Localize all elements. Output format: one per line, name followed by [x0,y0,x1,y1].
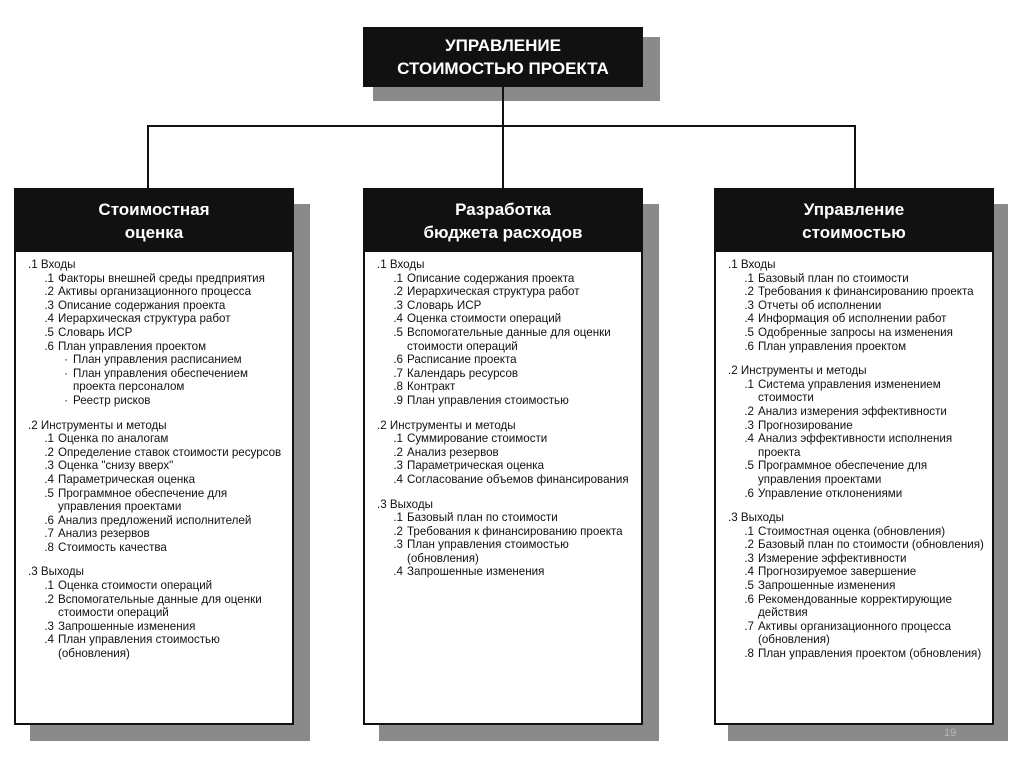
list-item [728,299,988,313]
list-item [377,459,637,473]
item-text: План управления стоимостью [407,393,569,407]
list-item [377,353,637,367]
group-title: .1 Входы [728,258,776,271]
list-item [728,487,988,501]
item-text: Вспомогательные данные для оценки стоимости операций [58,592,262,620]
item-number: .4 [393,312,403,326]
item-text: Оценка "снизу вверх" [58,459,174,473]
item-number: .3 [393,298,403,312]
item-text: Отчеты об исполнении [758,298,882,312]
item-text: Активы организационного процесса (обновления) [758,619,952,647]
list-item [377,511,637,525]
item-text: Анализ резервов [58,527,150,541]
item-text: Прогнозируемое завершение [758,565,917,579]
item-text: Анализ эффективности исполнения проекта [758,432,953,459]
item-number: .4 [744,312,754,326]
group-title: .2 Инструменты и методы [728,364,867,378]
item-text: Иерархическая структура работ [58,312,231,326]
item-number: .1 [44,432,54,446]
item-number: .9 [393,393,403,407]
column-heading-line: оценка [124,223,184,242]
list-item [28,459,288,473]
item-number: .6 [393,353,403,367]
item-number: .2 [744,285,754,299]
list-item [728,579,988,593]
item-text: Оценка по аналогам [58,432,169,446]
item-text: Вспомогательные данные для оценки стоимости операций [407,325,611,353]
sub-item [28,353,288,367]
item-number: .4 [44,312,54,326]
item-number: .7 [393,366,403,380]
list-item [28,432,288,446]
list-item [28,514,288,528]
item-number: .7 [744,619,754,633]
column-cost-estimating [14,188,294,725]
item-text: План управления стоимостью (обновления) [407,538,569,565]
item-text: Активы организационного процесса [58,285,252,299]
list-item [728,272,988,286]
list-item [28,272,288,286]
list-item [28,541,288,555]
column-heading-line: стоимостью [802,223,906,242]
list-item [728,432,988,459]
item-text: Требования к финансированию проекта [758,285,974,299]
list-item [728,620,988,647]
list-item [377,525,637,539]
item-number: .8 [744,647,754,661]
item-text: Программное обеспечение для управления проектами [58,486,228,514]
item-number: .6 [744,592,754,606]
item-number: .3 [744,298,754,312]
item-text: Базовый план по стоимости [758,271,909,285]
item-text: Базовый план по стоимости (обновления) [758,538,984,552]
item-text: Информация об исполнении работ [758,312,947,326]
group-title: .2 Инструменты и методы [377,418,516,432]
diagram-title [363,27,643,87]
item-text: Суммирование стоимости [407,432,548,446]
group-title: .3 Выходы [28,565,84,579]
item-text: Факторы внешней среды предприятия [58,271,265,285]
item-text: Измерение эффективности [758,551,907,565]
list-item [728,525,988,539]
item-number: .1 [393,271,403,285]
list-item [377,285,637,299]
item-text: Рекомендованные корректирующие действия [758,592,952,620]
process-group [728,511,988,661]
item-text: Параметрическая оценка [58,472,196,486]
list-item [28,593,288,620]
list-item [728,340,988,354]
list-item [28,446,288,460]
item-text: Оценка стоимости операций [407,312,562,326]
item-number: .5 [744,579,754,593]
column-body [365,252,641,579]
item-text: Прогнозирование [758,418,853,432]
column-cost-budgeting [363,188,643,725]
item-number: .2 [744,404,754,418]
group-title: .1 Входы [28,258,76,271]
item-number: .2 [744,538,754,552]
item-number: .3 [393,459,403,473]
list-item [28,487,288,514]
item-text: Расписание проекта [407,353,517,367]
item-text: Анализ резервов [407,445,499,459]
connector-center [502,125,504,188]
title-line-2: СТОИМОСТЬЮ ПРОЕКТА [397,59,609,78]
item-number: .4 [393,472,403,486]
column-heading-line: Управление [803,200,905,219]
item-text: План управления проектом [758,339,907,353]
sub-item [28,367,288,394]
list-item [28,620,288,634]
item-number: .4 [744,565,754,579]
item-text: Запрошенные изменения [407,565,545,579]
list-item [728,419,988,433]
list-item [28,340,288,354]
item-text: Описание содержания проекта [407,271,575,285]
item-text: Оценка стоимости операций [58,579,213,593]
process-group [377,419,637,487]
process-group [728,364,988,500]
column-heading [716,190,992,252]
item-number: .2 [44,592,54,606]
list-item [728,647,988,661]
item-number: .8 [393,380,403,394]
item-number: .4 [393,565,403,579]
sub-item-text: Реестр рисков [73,393,151,407]
list-item [728,538,988,552]
item-number: .4 [44,633,54,647]
item-number: .1 [393,432,403,446]
list-item [377,446,637,460]
item-number: .1 [44,271,54,285]
column-heading-line: Разработка [455,200,551,219]
process-group [28,565,288,660]
bullet-icon: · [64,366,68,380]
item-number: .1 [44,579,54,593]
list-item [377,312,637,326]
list-item [377,380,637,394]
item-text: Стоимость качества [58,540,167,554]
list-item [728,326,988,340]
sub-item-text: План управления обеспечением проекта персоналом [73,366,248,394]
item-text: Одобренные запросы на изменения [758,325,953,339]
item-number: .3 [393,538,403,552]
list-item [728,378,988,405]
list-item [377,538,637,565]
item-number: .8 [44,540,54,554]
item-number: .5 [44,486,54,500]
list-item [28,527,288,541]
list-item [728,285,988,299]
item-number: .6 [744,486,754,500]
item-number: .2 [393,445,403,459]
item-number: .3 [44,459,54,473]
item-text: Программное обеспечение для управления проектами [758,459,928,486]
item-text: Словарь ИСР [407,298,482,312]
page-number: 19 [944,727,957,739]
item-number: .1 [393,511,403,525]
item-number: .5 [393,325,403,339]
connector-vertical-top [502,87,504,127]
list-item [28,473,288,487]
sub-item-text: План управления расписанием [73,353,242,367]
column-cost-control [714,188,994,725]
item-text: Определение ставок стоимости ресурсов [58,445,282,459]
process-group [377,258,637,408]
item-text: Анализ измерения эффективности [758,404,947,418]
column-heading [16,190,292,252]
item-number: .4 [744,432,754,446]
column-body [716,252,992,661]
bullet-icon: · [64,353,68,367]
column-body [16,252,292,661]
list-item [377,272,637,286]
item-number: .1 [744,271,754,285]
item-text: Запрошенные изменения [758,579,896,593]
bullet-icon: · [64,393,68,407]
group-title: .3 Выходы [728,511,784,525]
item-text: Контракт [407,380,456,394]
item-text: Базовый план по стоимости [407,511,558,525]
item-text: Календарь ресурсов [407,366,519,380]
item-number: .2 [393,285,403,299]
list-item [28,326,288,340]
list-item [377,299,637,313]
list-item [728,593,988,620]
item-number: .1 [744,377,754,391]
list-item [728,405,988,419]
item-number: .1 [744,524,754,538]
process-group [728,258,988,353]
item-number: .6 [44,339,54,353]
column-heading-line: бюджета расходов [423,223,583,242]
item-number: .3 [744,418,754,432]
item-number: .3 [44,619,54,633]
item-number: .2 [393,524,403,538]
item-text: Требования к финансированию проекта [407,524,623,538]
item-number: .5 [744,325,754,339]
item-number: .7 [44,527,54,541]
process-group [28,258,288,408]
sub-item [28,394,288,408]
item-text: Иерархическая структура работ [407,285,580,299]
list-item [28,633,288,660]
title-line-1: УПРАВЛЕНИЕ [445,36,561,55]
list-item [377,326,637,353]
list-item [377,473,637,487]
item-text: Описание содержания проекта [58,298,226,312]
list-item [377,367,637,381]
item-number: .4 [44,472,54,486]
item-number: .6 [744,339,754,353]
item-text: Анализ предложений исполнителей [58,513,252,527]
list-item [28,299,288,313]
list-item [377,394,637,408]
list-item [728,312,988,326]
item-number: .3 [744,551,754,565]
item-text: Стоимостная оценка (обновления) [758,524,946,538]
item-text: Система управления изменением стоимости [758,377,941,405]
connector-right [854,125,856,188]
process-group [28,419,288,555]
item-text: План управления стоимостью (обновления) [58,633,220,661]
list-item [728,565,988,579]
item-text: Согласование объемов финансирования [407,472,629,486]
item-number: .2 [44,285,54,299]
list-item [28,285,288,299]
group-title: .1 Входы [377,258,425,271]
item-number: .3 [44,298,54,312]
process-group [377,498,637,580]
group-title: .2 Инструменты и методы [28,418,167,432]
list-item [728,459,988,486]
column-heading-line: Стоимостная [98,200,210,219]
item-text: Управление отклонениями [758,486,903,500]
item-text: План управления проектом (обновления) [758,647,982,661]
item-text: Словарь ИСР [58,325,133,339]
item-number: .2 [44,445,54,459]
list-item [377,565,637,579]
item-number: .6 [44,513,54,527]
item-text: План управления проектом [58,339,207,353]
column-heading [365,190,641,252]
list-item [28,579,288,593]
list-item [377,432,637,446]
list-item [28,312,288,326]
item-text: Параметрическая оценка [407,459,545,473]
item-number: .5 [744,459,754,473]
group-title: .3 Выходы [377,497,433,511]
connector-left [147,125,149,188]
item-text: Запрошенные изменения [58,619,196,633]
item-number: .5 [44,325,54,339]
list-item [728,552,988,566]
